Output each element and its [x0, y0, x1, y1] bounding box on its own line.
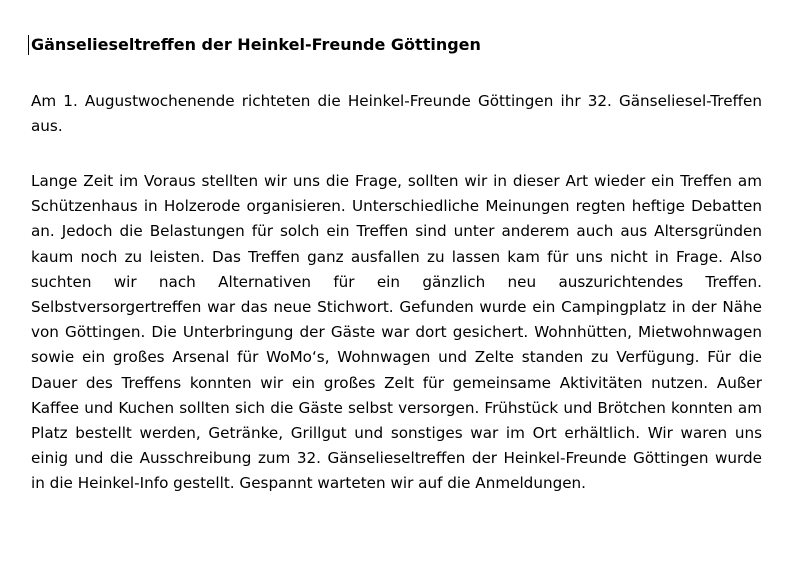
paragraph-body[interactable]: Lange Zeit im Voraus stellten wir uns die Frage, sollten wir in dieser Art wieder ein Treffen am Schützenhaus in Holzerode organisieren. Unterschiedliche Meinungen regten heftige Debatten an. Jedoch die Belastungen für solch ein Treffen sind unter anderem auch aus Altersgründen kaum noch zu leisten. Das Treffen ganz ausfallen zu lassen kam für uns nicht in Frage. Also suchten wir nach Alternativen für ein gänzlich neu auszurichtendes Treffen. Selbstversorgertreffen war das neue Stichwort. Gefunden wurde ein Campingplatz in der Nähe von Göttingen. Die Unterbringung der Gäste war dort gesichert. Wohnhütten, Mietwohnwagen sowie ein großes Arsenal für WoMo‘s, Wohnwagen und Zelte standen zu Verfügung. Für die Dauer des Treffens konnten wir ein großes Zelt für gemeinsame Aktivitäten nutzen. Außer Kaffee und Kuchen sollten sich die Gäste selbst versorgen. Frühstück und Brötchen konnten am Platz bestellt werden, Getränke, Grillgut und sonstiges war im Ort erhältlich. Wir waren uns einig und die Ausschreibung zum 32. Gänselieseltreffen der Heinkel-Freunde Göttingen wurde in die Heinkel-Info gestellt. Gespannt warteten wir auf die Anmeldungen.	[31, 172, 762, 493]
text-cursor	[28, 35, 29, 55]
paragraph-intro[interactable]: Am 1. Augustwochenende richteten die Heinkel-Freunde Göttingen ihr 32. Gänseliesel-Treffen aus.	[31, 92, 762, 136]
document-title[interactable]: Gänselieseltreffen der Heinkel-Freunde Göttingen	[31, 35, 481, 54]
